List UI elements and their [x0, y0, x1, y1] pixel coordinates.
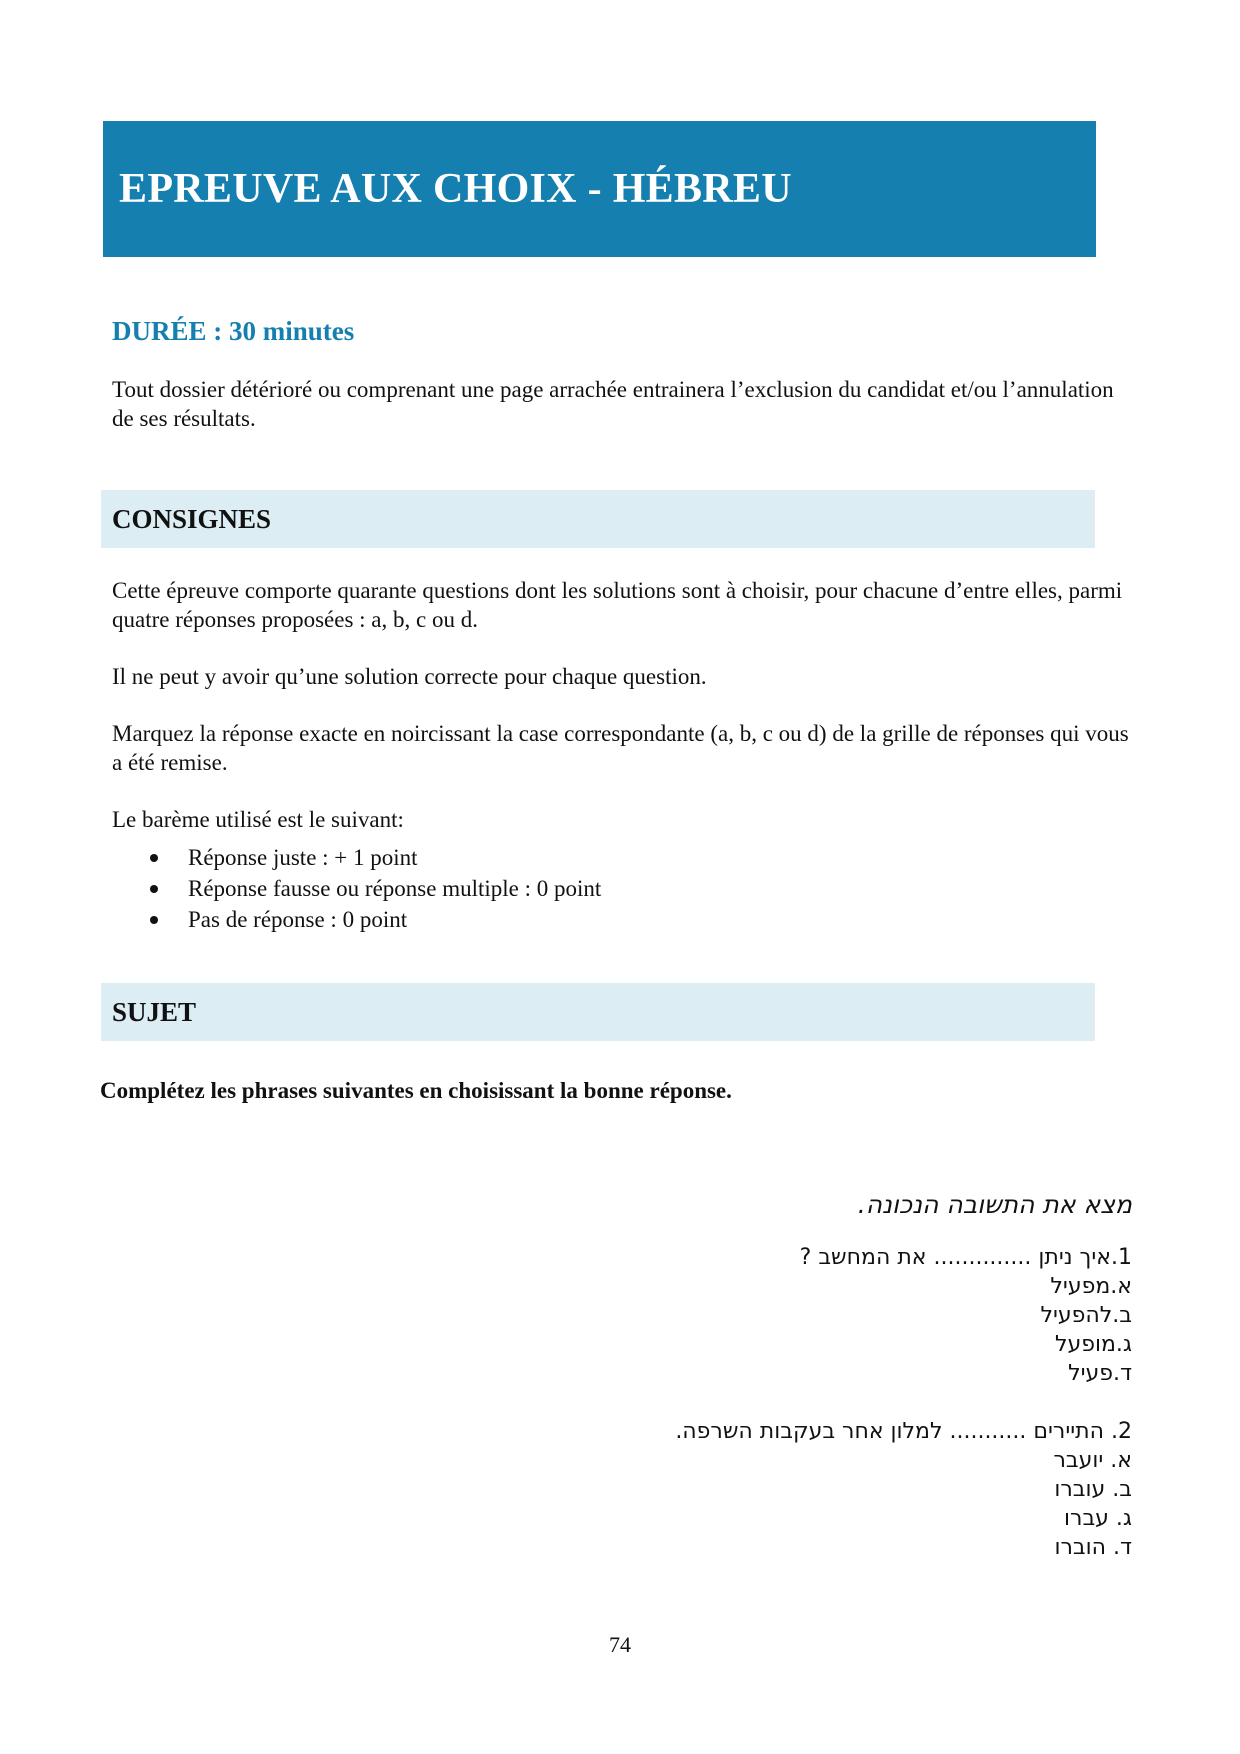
option-item: ב.להפעיל — [1040, 1303, 1132, 1328]
hebrew-questions — [432, 1190, 1132, 1591]
warning-text: Tout dossier détérioré ou comprenant une page arrachée entrainera l’exclusion du candidat et/ou l’annulation de ses résultats. — [112, 377, 1114, 431]
consignes-paragraph-4: Le barème utilisé est le suivant: — [112, 807, 404, 832]
page-number: 74 — [609, 1632, 631, 1657]
option-item: א. יועבר — [1053, 1448, 1132, 1473]
duration-label: DURÉE : 30 minutes — [112, 316, 355, 346]
scoring-list — [150, 842, 601, 935]
question-1-options — [432, 1272, 1132, 1388]
option-item: ג.מופעל — [1054, 1332, 1132, 1357]
question-1: 1.איך ניתן .............. את המחשב ? — [799, 1245, 1132, 1270]
sujet-instruction: Complétez les phrases suivantes en choisissant la bonne réponse. — [100, 1078, 732, 1103]
bullet-icon — [150, 916, 158, 924]
scoring-item — [150, 842, 601, 873]
consignes-heading: CONSIGNES — [112, 503, 272, 534]
bullet-icon — [150, 854, 158, 862]
bullet-icon — [150, 885, 158, 893]
option-item: ג. עברו — [1064, 1506, 1132, 1531]
option-item: ב. עוברו — [1054, 1477, 1132, 1502]
title-banner — [103, 121, 1096, 257]
question-2-options — [432, 1446, 1132, 1562]
scoring-item-text: Réponse fausse ou réponse multiple : 0 point — [188, 876, 602, 901]
scoring-item-text: Réponse juste : + 1 point — [188, 845, 418, 870]
sujet-section-header — [101, 983, 1095, 1041]
option-item: א.מפעיל — [1050, 1274, 1132, 1299]
option-item: ד.פעיל — [1068, 1361, 1132, 1386]
consignes-paragraph-2: Il ne peut y avoir qu’une solution correcte pour chaque question. — [112, 664, 707, 689]
question-2: 2. התיירים ........... למלון אחר בעקבות השרפה. — [675, 1419, 1132, 1444]
consignes-section-header — [101, 490, 1095, 548]
option-item: ד. הוברו — [1054, 1535, 1132, 1560]
page-title: EPREUVE AUX CHOIX - HÉBREU — [119, 166, 792, 212]
consignes-paragraph-1: Cette épreuve comporte quarante questions dont les solutions sont à choisir, pour chacune d’entre elles, parmi quatre réponses proposées : a, b, c ou d. — [112, 578, 1123, 632]
scoring-item-text: Pas de réponse : 0 point — [188, 907, 408, 932]
hebrew-heading: מצא את התשובה הנכונה. — [857, 1190, 1132, 1219]
consignes-paragraph-3: Marquez la réponse exacte en noircissant la case correspondante (a, b, c ou d) de la grille de réponses qui vous a été remise. — [112, 721, 1129, 775]
scoring-item — [150, 873, 601, 904]
scoring-item — [150, 904, 601, 935]
sujet-heading: SUJET — [112, 996, 197, 1027]
